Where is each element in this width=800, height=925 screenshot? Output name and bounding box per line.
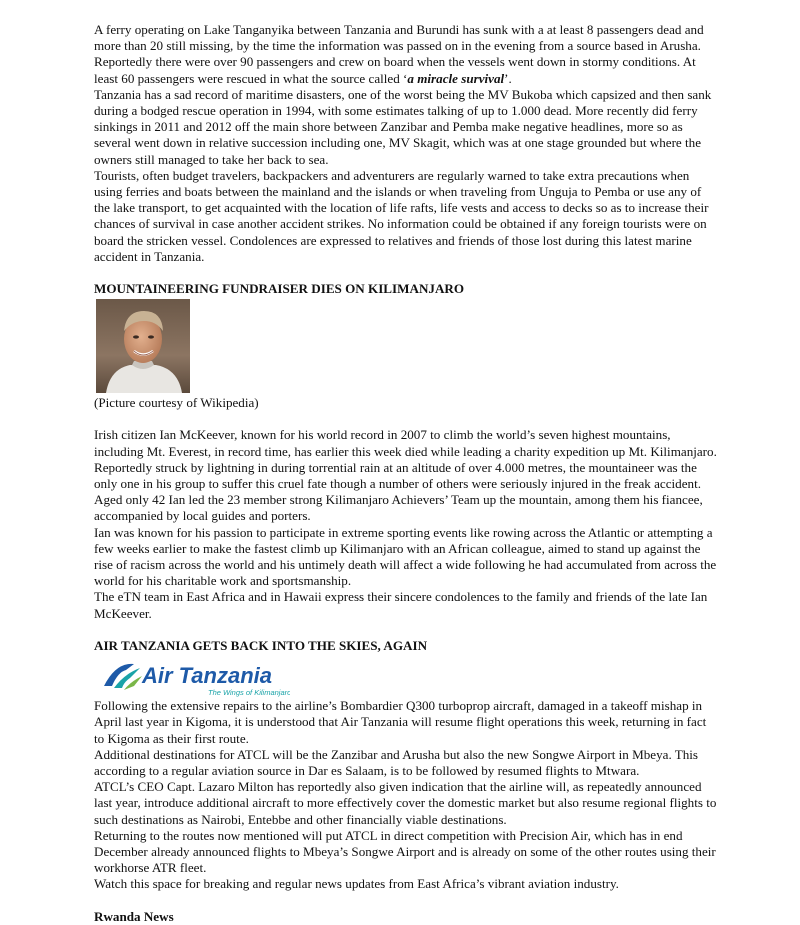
document-page xyxy=(94,22,718,925)
article2-paragraph-3: The eTN team in East Africa and in Hawaii express their sincere condolences to the family and friends of the late Ian McKeever. xyxy=(94,589,708,621)
article2-paragraph-2: Ian was known for his passion to participate in extreme sporting events like rowing across the Atlantic or attempting a few weeks earlier to make the fastest climb up Kilimanjaro with an African colleague, aimed to stand up against the rise of racism across the world and his untimely death will affect a wide following he had accumulated from across the world for his charitable work and sportsmanship. xyxy=(94,524,717,589)
logo-wordmark: Air Tanzania xyxy=(142,663,272,689)
article1-paragraph-2: Tanzania has a sad record of maritime disasters, one of the worst being the MV Bukoba which capsized and then sank during a bodged rescue operation in 1994, with some estimates talking of up to 1.000 dead. More recently did ferry sinkings in 2011 and 2012 off the main shore between Zanzibar and Pemba make negative headlines, more so as several went down in relative succession including one, MV Skagit, which was at one stage grounded but where the owners still managed to take her back to sea. xyxy=(94,86,712,167)
photo-caption: (Picture courtesy of Wikipedia) xyxy=(94,395,259,411)
article3-paragraph-5: Watch this space for breaking and regular news updates from East Africa’s vibrant aviation industry. xyxy=(94,876,619,892)
portrait-photo xyxy=(96,299,190,393)
article2-heading: MOUNTAINEERING FUNDRAISER DIES ON KILIMANJARO xyxy=(94,281,465,297)
article3-heading: AIR TANZANIA GETS BACK INTO THE SKIES, AGAIN xyxy=(94,637,428,653)
article3-paragraph-2: Additional destinations for ATCL will be the Zanzibar and Arusha but also the new Songwe Airport in Mbeya. This according to a regular aviation source in Dar es Salaam, is to be followed by resumed flights to Mtwara. xyxy=(94,746,699,778)
article3-paragraph-3: ATCL’s CEO Capt. Lazaro Milton has reportedly also given indication that the airline will, as repeatedly announced last year, introduce additional aircraft to more effectively cover the domestic market but also resume regional flights to such destinations as Nairobi, Entebbe and other financially viable destinations. xyxy=(94,779,717,827)
article3-paragraph-4: Returning to the routes now mentioned will put ATCL in direct competition with Precision Air, which has in end December already announced flights to Mbeya’s Songwe Airport and is already on some of the other routes using their workhorse ATR fleet. xyxy=(94,827,716,876)
section4-heading: Rwanda News xyxy=(94,908,174,924)
article2-paragraph-1: Irish citizen Ian McKeever, known for his world record in 2007 to climb the world’s seven highest mountains, including Mt. Everest, in record time, has earlier this week died while leading a charity expedition up Mt. Kilimanjaro. Reportedly struck by lightning in during torrential rain at an altitude of over 4.000 metres, the mountaineer was the only one in his group to suffer this cruel fate though a number of others were seriously injured in the freak accident. Aged only 42 Ian led the 23 member strong Kilimanjaro Achievers’ Team up the mountain, among them his fiancee, accompanied by local guides and porters. xyxy=(94,427,717,524)
article1-paragraph-3: Tourists, often budget travelers, backpackers and adventurers are regularly warned to take extra precautions when using ferries and boats between the mainland and the islands or when traveling from Unguja to Pemba or use any of the lake transport, to get acquainted with the location of life rafts, life vests and access to decks so as to increase their chances of survival in case another accident strikes. No information could be obtained if any foreign tourists were on board the stricken vessel. Condolences are expressed to relatives and friends of those lost during this latest marine accident in Tanzania. xyxy=(94,167,709,264)
emphasis-quote: a miracle survival xyxy=(407,70,505,86)
article1-paragraph-1: A ferry operating on Lake Tanganyika between Tanzania and Burundi has sunk with a at least 8 passengers dead and more than 20 still missing, by the time the information was passed on in the evening from a source based in Arusha. Reportedly there were over 90 passengers and crew on board when the vessels went down in stormy conditions. At least 60 passengers were rescued in what the source called ‘a miracle survival’. xyxy=(94,22,704,86)
logo-tagline: The Wings of Kilimanjaro xyxy=(208,688,290,698)
air-tanzania-logo xyxy=(100,656,290,698)
article3-paragraph-1: Following the extensive repairs to the airline’s Bombardier Q300 turboprop aircraft, damaged in a takeoff mishap in April last year in Kigoma, it is understood that Air Tanzania will resume flight operations this week, returning in fact to Kigoma as their first route. xyxy=(94,698,707,746)
